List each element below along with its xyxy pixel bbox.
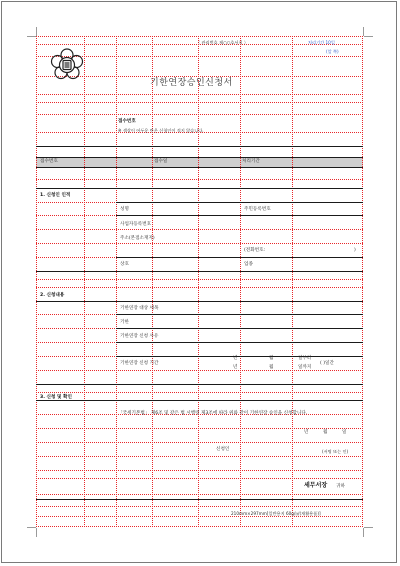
grid-line	[36, 287, 363, 288]
crop-mark	[363, 528, 373, 537]
business-number-label[interactable]: 사업자등록번호	[120, 222, 152, 227]
grid-line	[36, 370, 363, 371]
tax-type-label[interactable]: 기한연장 대상 세목	[120, 306, 159, 311]
crop-mark	[27, 527, 36, 537]
section3-heading: 3. 신청 및 확인	[40, 395, 72, 400]
grid-line	[152, 36, 153, 527]
period-to-day[interactable]: 일까지	[298, 365, 312, 370]
signature-note[interactable]: (서명 또는 인)	[322, 449, 349, 454]
form-rule	[36, 157, 363, 158]
grid-line	[36, 526, 363, 527]
receipt-note: ※ 색상이 어두운 란은 신청인이 적지 않습니다.	[118, 128, 204, 133]
form-rule	[36, 167, 363, 168]
crop-mark	[36, 27, 46, 36]
grid-line	[36, 442, 363, 443]
info-processing-period: 처리기간	[242, 159, 260, 164]
reason-label[interactable]: 기한연장 신청 사유	[120, 334, 159, 339]
grid-line	[362, 36, 363, 527]
grid-line	[36, 456, 363, 457]
grid-line	[36, 56, 363, 57]
form-rule	[36, 146, 363, 147]
grid-line	[36, 114, 363, 115]
form-rule	[36, 271, 363, 272]
form-rule	[116, 257, 363, 258]
deadline-label[interactable]: 기한	[120, 320, 129, 325]
phone-label[interactable]: (전화번호:	[244, 248, 266, 253]
page-side-note: (앞 쪽)	[326, 49, 339, 54]
grid-line	[84, 36, 85, 527]
grid-line	[36, 392, 363, 393]
form-rule	[116, 202, 363, 203]
period-to-month[interactable]: 월	[269, 365, 274, 370]
form-title: 기한연장승인신청서	[150, 78, 233, 88]
grid-line	[36, 428, 363, 429]
grid-line	[36, 94, 363, 95]
applicant-label: 신청인	[216, 447, 230, 452]
section1-heading: 1. 신청인 인적	[40, 193, 71, 198]
grid-line	[36, 243, 363, 244]
form-rule	[116, 342, 363, 343]
grid-line	[116, 36, 117, 527]
form-rule	[116, 328, 363, 329]
grid-line	[36, 102, 363, 103]
grid-line	[36, 494, 363, 495]
period-from-year[interactable]: 년	[233, 356, 238, 361]
tax-office-label: 세무서장	[304, 482, 328, 489]
section2-heading: 2. 신청내용	[40, 293, 65, 298]
date-day[interactable]: 일	[342, 430, 347, 435]
form-rule	[36, 400, 363, 401]
crop-mark	[363, 27, 373, 36]
grid-line	[36, 36, 37, 527]
grid-line	[36, 506, 363, 507]
form-rule	[36, 384, 363, 385]
grid-line	[36, 76, 363, 77]
deadline-note: 처리기간 10일	[308, 40, 335, 45]
applicant-name-label[interactable]: 성명	[120, 207, 129, 212]
form-rule	[116, 314, 363, 315]
grid-line	[240, 36, 241, 527]
paper-size-note: 210mm×297mm[일반용지 60g/㎡(재활용품)]	[231, 511, 321, 516]
period-label: 기한연장 신청 기간	[120, 361, 159, 366]
form-rule	[36, 301, 363, 302]
crop-mark	[364, 36, 373, 46]
grid-line	[36, 478, 363, 479]
resident-number-label[interactable]: 주민등록번호	[244, 207, 271, 212]
business-type-label[interactable]: 업종	[244, 262, 253, 267]
form-rule	[36, 499, 363, 500]
form-sheet	[36, 36, 363, 527]
grid-line	[292, 36, 293, 527]
grid-line	[198, 36, 199, 527]
phone-close: )	[354, 248, 356, 253]
receipt-label: 접수번호	[118, 119, 136, 124]
form-number: 〈 관리번호 제○○호서식 〉	[196, 40, 249, 45]
period-days[interactable]: ( )일간	[320, 361, 334, 366]
date-month[interactable]: 월	[323, 430, 328, 435]
form-rule	[116, 356, 363, 357]
grid-line	[36, 179, 363, 180]
grid-line	[36, 470, 363, 471]
national-emblem-icon	[49, 47, 85, 83]
crop-mark	[36, 528, 46, 537]
date-year[interactable]: 년	[304, 430, 309, 435]
declaration-text: 「국세기본법」 제6조 및 같은 법 시행령 제3조에 따라 위와 같이 기한연장 승인을 신청합니다.	[118, 411, 308, 416]
trade-name-label[interactable]: 상호	[120, 262, 129, 267]
grid-line	[36, 36, 363, 37]
period-to-year[interactable]: 년	[233, 365, 238, 370]
info-receipt-date: 접수일	[154, 159, 168, 164]
form-rule	[116, 215, 363, 216]
grid-line	[36, 229, 363, 230]
info-receipt-no: 접수번호	[40, 159, 58, 164]
tax-office-suffix: 귀하	[336, 484, 345, 489]
grid-line	[36, 279, 363, 280]
form-rule	[36, 188, 363, 189]
crop-mark	[27, 36, 36, 46]
address-label[interactable]: 주소(본점소재지)	[120, 236, 155, 241]
period-from-day[interactable]: 일부터	[298, 356, 312, 361]
period-from-month[interactable]: 월	[269, 356, 274, 361]
info-row-background	[36, 157, 363, 167]
